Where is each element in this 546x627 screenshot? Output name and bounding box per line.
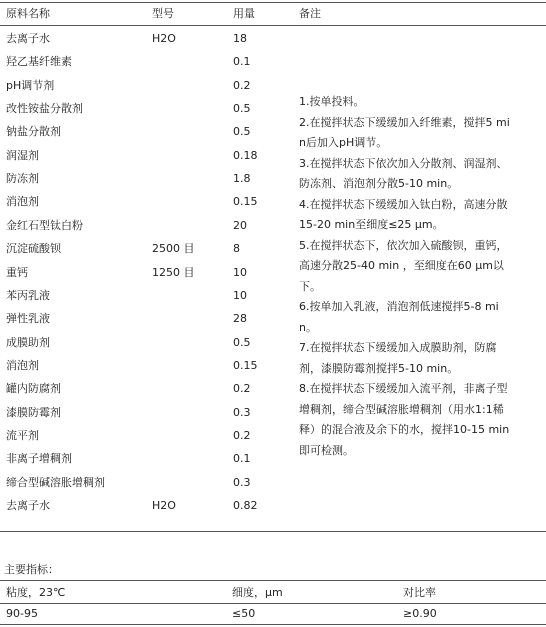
amount-cell: 0.5	[233, 125, 251, 138]
amount-cell: 0.1	[233, 452, 251, 465]
note-line: 3.在搅拌状态下依次加入分散剂、润湿剂、	[299, 156, 508, 170]
material-name-cell: 苯丙乳液	[6, 289, 50, 302]
indicators-bottom-rule	[0, 624, 546, 625]
table-header-rule	[0, 25, 546, 26]
note-line: 释）的混合液及余下的水，搅拌10-15 min	[299, 423, 510, 436]
material-name-cell: 重钙	[6, 266, 28, 279]
note-line: 5.在搅拌状态下，依次加入硫酸钡，重钙，	[299, 238, 508, 252]
amount-cell: 0.18	[233, 149, 258, 162]
material-name-cell: 弹性乳液	[6, 312, 50, 325]
amount-cell: 0.1	[233, 55, 251, 68]
amount-cell: 10	[233, 266, 247, 279]
material-name-cell: 沉淀硫酸钡	[6, 242, 61, 255]
material-name-cell: 改性铵盐分散剂	[6, 102, 83, 115]
amount-cell: 28	[233, 312, 247, 325]
model-cell: H2O	[152, 499, 176, 512]
indicator-header-fineness: 细度，μm	[232, 586, 283, 599]
table-bottom-rule	[0, 531, 546, 532]
note-line: 7.在搅拌状态下缓缓加入成膜助剂，防腐	[299, 341, 497, 354]
material-name-cell: 流平剂	[6, 429, 39, 442]
note-line: 增稠剂，缔合型碱溶胀增稠剂（用水1:1稀	[299, 402, 504, 416]
amount-cell: 1.8	[233, 172, 251, 185]
header-notes: 备注	[299, 7, 321, 20]
material-name-cell: 钠盐分散剂	[6, 125, 61, 138]
notes-block	[299, 92, 541, 461]
amount-cell: 0.15	[233, 195, 258, 208]
note-line: 15-20 min至细度≤25 μm。	[299, 218, 444, 231]
note-line: 即可检测。	[299, 443, 354, 457]
amount-cell: 18	[233, 32, 247, 45]
amount-cell: 8	[233, 242, 240, 255]
material-name-cell: 非离子增稠剂	[6, 452, 72, 465]
material-name-cell: pH调节剂	[6, 79, 55, 92]
material-name-cell: 缔合型碱溶胀增稠剂	[6, 476, 105, 489]
material-name-cell: 消泡剂	[6, 195, 39, 208]
indicator-value-viscosity: 90-95	[6, 607, 38, 620]
amount-cell: 0.2	[233, 79, 251, 92]
note-line: 4.在搅拌状态下缓缓加入钛白粉，高速分散	[299, 197, 508, 211]
note-line: n后加入pH调节。	[299, 136, 388, 149]
material-name-cell: 金红石型钛白粉	[6, 219, 83, 232]
indicator-value-contrast: ≥0.90	[403, 607, 437, 620]
material-name-cell: 去离子水	[6, 32, 50, 45]
note-line: 下。	[299, 279, 321, 293]
amount-cell: 20	[233, 219, 247, 232]
note-line: 2.在搅拌状态下缓缓加入纤维素，搅拌5 mi	[299, 115, 510, 129]
material-name-cell: 润湿剂	[6, 149, 39, 162]
amount-cell: 0.3	[233, 476, 251, 489]
note-line: 6.按单加入乳液，消泡剂低速搅拌5-8 mi	[299, 300, 499, 313]
amount-cell: 0.82	[233, 499, 258, 512]
model-cell: 1250 目	[152, 266, 195, 279]
amount-cell: 0.5	[233, 336, 251, 349]
amount-cell: 0.5	[233, 102, 251, 115]
material-name-cell: 漆膜防霉剂	[6, 406, 61, 419]
amount-cell: 0.3	[233, 406, 251, 419]
header-amount: 用量	[233, 7, 255, 20]
model-cell: H2O	[152, 32, 176, 45]
note-line: n。	[299, 320, 317, 334]
header-material-name: 原料名称	[6, 7, 50, 20]
table-top-rule	[0, 2, 546, 3]
indicator-header-contrast: 对比率	[403, 586, 436, 599]
material-name-cell: 防冻剂	[6, 172, 39, 185]
model-cell: 2500 目	[152, 242, 195, 255]
material-name-cell: 去离子水	[6, 499, 50, 512]
indicators-title: 主要指标：	[4, 563, 59, 576]
note-line: 防冻剂、消泡剂分散5-10 min。	[299, 177, 459, 190]
note-line: 高速分散25-40 min ，至细度在60 μm以	[299, 259, 504, 272]
header-model: 型号	[152, 7, 174, 20]
amount-cell: 0.15	[233, 359, 258, 372]
note-line: 1.按单投料。	[299, 95, 365, 108]
amount-cell: 0.2	[233, 429, 251, 442]
amount-cell: 0.2	[233, 382, 251, 395]
note-line: 8.在搅拌状态下缓缓加入流平剂，非离子型	[299, 382, 508, 395]
note-line: 剂，漆膜防霉剂搅拌5-10 min。	[299, 361, 459, 375]
indicators-mid-rule	[0, 603, 546, 604]
indicators-top-rule	[0, 580, 546, 581]
material-name-cell: 消泡剂	[6, 359, 39, 372]
amount-cell: 10	[233, 289, 247, 302]
indicator-value-fineness: ≤50	[232, 607, 256, 620]
material-name-cell: 成膜助剂	[6, 336, 50, 349]
material-name-cell: 罐内防腐剂	[6, 382, 61, 395]
indicator-header-viscosity: 粘度，23℃	[6, 586, 66, 599]
material-name-cell: 羟乙基纤维素	[6, 55, 72, 68]
